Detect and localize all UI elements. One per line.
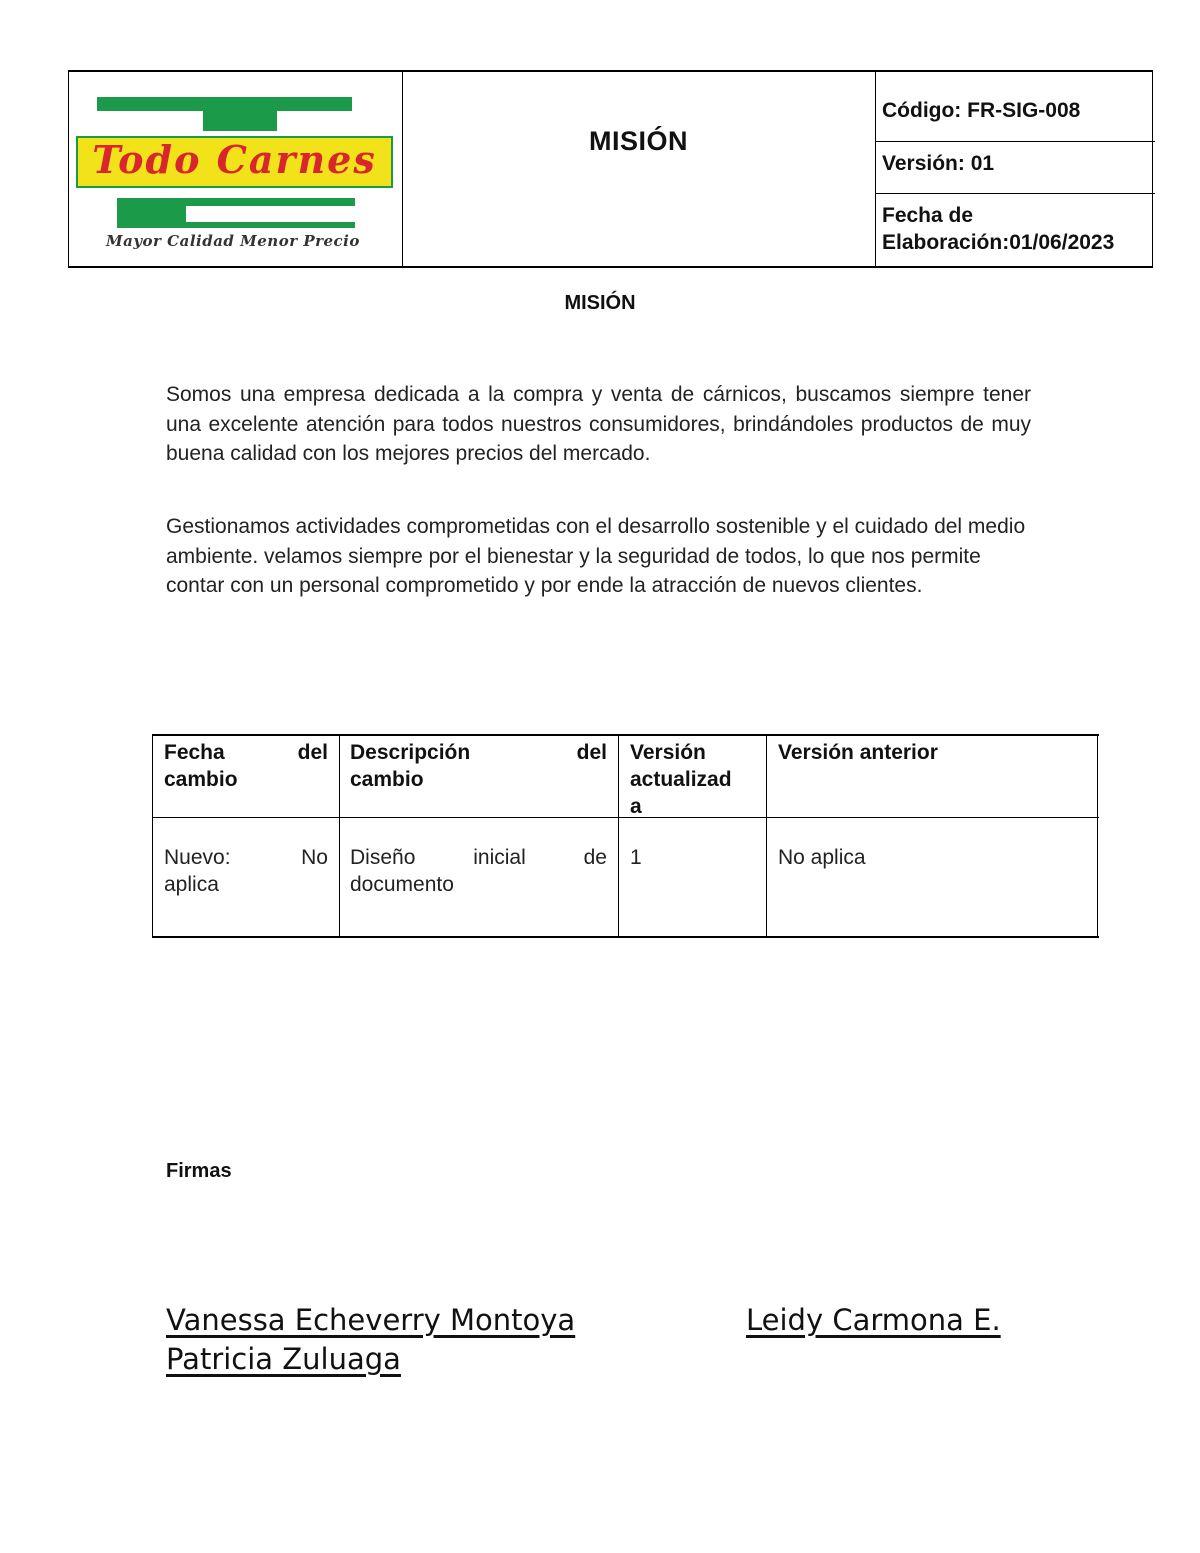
cell-version-anterior: No aplica [778,846,866,869]
column-header-fecha [164,739,328,793]
header-border [68,72,69,266]
table-border [1097,736,1098,936]
mission-paragraph: Somos una empresa dedicada a la compra y venta de cárnicos, buscamos siempre tener una excelente atención para todos nuestros consumidores, brindándoles productos de muy buena calidad con los mejores precios del mercado. [166,383,1031,465]
signatures-label: Firmas [166,1160,232,1182]
signature-name: Patricia Zuluaga [166,1342,401,1376]
header-title: MISIÓN [588,126,688,156]
elaboration-date [882,202,1114,256]
logo-top-bar [97,97,352,111]
header-text: Fecha [164,741,225,764]
header-divider [402,72,403,266]
cell-text: Nuevo: [164,846,231,869]
signature-name: Leidy Carmona E. [746,1303,1001,1337]
logo-bottom-stem [117,206,186,222]
header-text: Versión [630,741,706,764]
logo-bottom-bar [117,222,355,228]
cell-text: documento [350,873,454,896]
table-row-divider [152,817,1099,818]
column-header-descripcion [350,739,607,793]
header-text: Descripción [350,741,471,764]
logo-top-stem [203,111,277,131]
header-text: actualizad [630,768,732,791]
signature-name: Vanessa Echeverry Montoya [166,1303,576,1337]
page-title: MISIÓN [564,292,636,314]
table-column-divider [766,736,767,936]
table-column-divider [618,736,619,936]
table-column-divider [339,736,340,936]
cell-text: Diseño [350,846,416,869]
cell-version: 1 [630,846,642,869]
logo-bottom-bar [117,198,355,206]
document-version: Versión: 01 [882,152,995,175]
column-header-version-anterior: Versión anterior [778,741,938,764]
cell-text: aplica [164,873,219,896]
cell-text: inicial [473,846,526,869]
header-row-divider [875,141,1155,142]
mission-paragraph: Gestionamos actividades comprometidas con el desarrollo sostenible y el cuidado del medio ambiente. velamos siempre por el bienestar y la seguridad de todos, lo que nos permite contar con un personal comprometido y por ende la atracción de nuevos clientes. [166,515,1026,597]
column-header-version-actualizada [630,739,760,820]
header-text: a [630,795,642,818]
header-divider [875,72,876,266]
change-history-table [152,734,1099,938]
logo-brand-text: Todo Carnes [92,137,377,182]
cell-descripcion [350,844,607,898]
elaboration-date-label: Fecha de [882,204,974,227]
header-row-divider [875,193,1155,194]
header-text: cambio [164,768,238,791]
document-code: Código: FR-SIG-008 [882,99,1081,122]
company-logo [76,95,396,255]
header-border [1152,72,1153,266]
cell-fecha [164,844,328,898]
header-text: del [576,741,607,764]
header-text: del [297,741,328,764]
logo-slogan: Mayor Calidad Menor Precio [106,232,360,250]
elaboration-date-value: Elaboración:01/06/2023 [882,231,1115,254]
table-border [152,736,153,936]
cell-text: de [583,846,607,869]
cell-text: No [301,846,328,869]
header-text: cambio [350,768,424,791]
